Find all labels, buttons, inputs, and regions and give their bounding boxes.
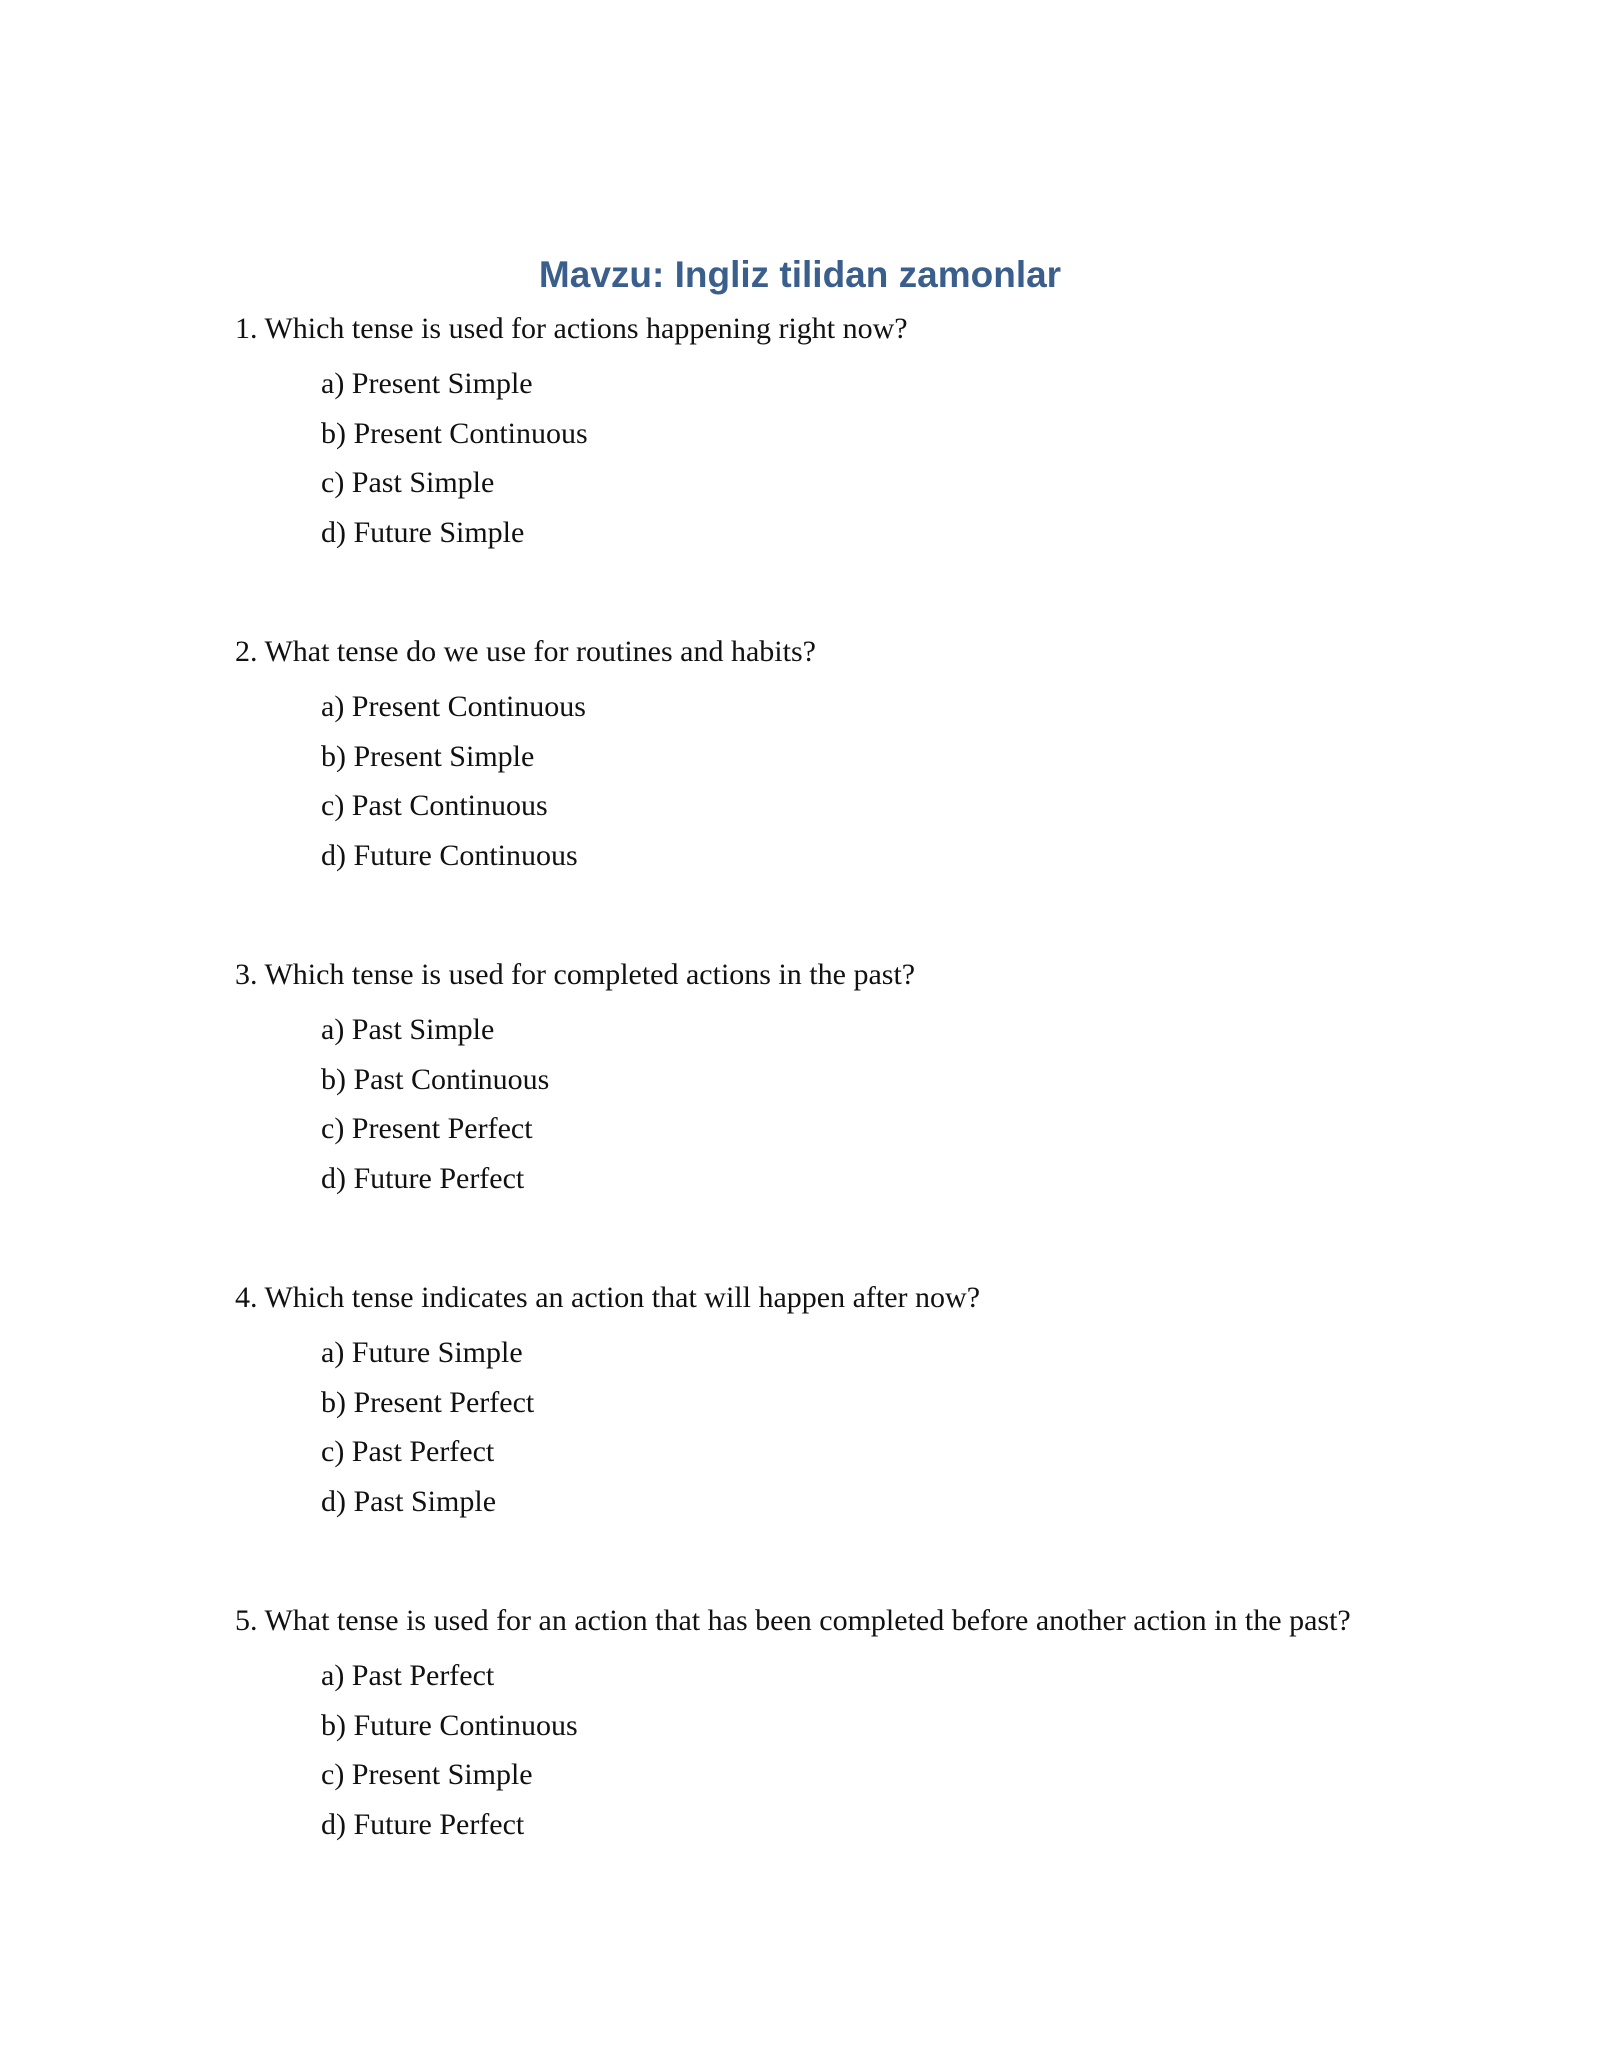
answer-option-c: c) Past Perfect	[321, 1435, 495, 1468]
answer-option-b: b) Present Continuous	[321, 416, 588, 450]
answer-option-a: a) Present Simple	[321, 367, 533, 400]
answer-option-c: c) Past Continuous	[321, 789, 548, 822]
answer-option-c: c) Present Simple	[321, 1758, 533, 1791]
question-1	[235, 309, 1365, 557]
answer-option-b: b) Future Continuous	[321, 1708, 578, 1742]
answer-option-a: a) Future Simple	[321, 1336, 523, 1369]
answer-option-d: d) Past Simple	[321, 1484, 497, 1518]
answer-option-b: b) Past Continuous	[321, 1062, 550, 1096]
question-text: 4. Which tense indicates an action that will happen after now?	[235, 1281, 981, 1314]
question-text: 5. What tense is used for an action that has been completed before another action in the past?	[235, 1604, 1351, 1637]
answer-option-a: a) Present Continuous	[321, 690, 586, 723]
question-text: 2. What tense do we use for routines and habits?	[235, 635, 816, 668]
answer-options	[235, 682, 1365, 880]
answer-option-d: d) Future Continuous	[321, 838, 578, 872]
question-5	[235, 1601, 1365, 1849]
question-4	[235, 1278, 1365, 1526]
answer-options	[235, 1651, 1365, 1849]
question-text: 1. Which tense is used for actions happening right now?	[235, 312, 908, 345]
question-text: 3. Which tense is used for completed actions in the past?	[235, 958, 916, 991]
answer-option-b: b) Present Simple	[321, 739, 535, 773]
answer-option-d: d) Future Perfect	[321, 1807, 525, 1841]
answer-option-a: a) Past Perfect	[321, 1659, 495, 1692]
answer-option-a: a) Past Simple	[321, 1013, 495, 1046]
question-2	[235, 632, 1365, 880]
answer-options	[235, 1005, 1365, 1203]
page-title: Mavzu: Ingliz tilidan zamonlar	[538, 254, 1062, 295]
answer-option-d: d) Future Perfect	[321, 1161, 525, 1195]
answer-options	[235, 359, 1365, 557]
answer-option-c: c) Past Simple	[321, 466, 495, 499]
question-3	[235, 955, 1365, 1203]
answer-option-c: c) Present Perfect	[321, 1112, 533, 1145]
answer-options	[235, 1328, 1365, 1526]
answer-option-b: b) Present Perfect	[321, 1385, 535, 1419]
answer-option-d: d) Future Simple	[321, 515, 525, 549]
